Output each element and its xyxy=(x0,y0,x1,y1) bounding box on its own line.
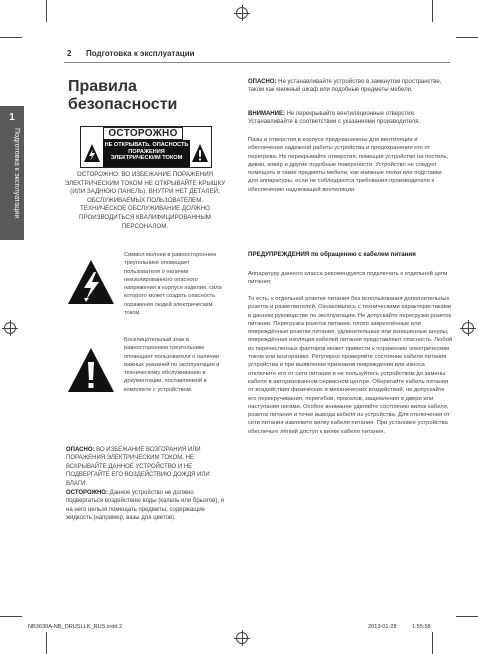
lightning-triangle-icon xyxy=(66,258,116,306)
page-title: Правила безопасности xyxy=(68,78,178,113)
registration-mark-top xyxy=(236,7,248,19)
vent-attention-paragraph xyxy=(248,110,453,127)
crop-mark xyxy=(0,616,22,617)
danger-text: ВО ИЗБЕЖАНИЕ ВОЗГОРАНИЯ ИЛИ ПОРАЖЕНИЯ ЭЛЕКТРИЧЕСКИМ ТОКОМ, НЕ ВСКРЫВАЙТЕ ДАННОЕ УСТРОЙСТВО И НЕ ПОДВЕРГАЙТЕ ЕГО ВОЗДЕЙСТВИЮ ДОЖДЯ ИЛИ ВЛАГИ. xyxy=(66,447,210,487)
crop-mark xyxy=(432,0,433,22)
danger-label: ОПАСНО: xyxy=(66,447,95,453)
chapter-number: 1 xyxy=(9,112,15,123)
registration-mark-right xyxy=(462,322,474,334)
crop-mark xyxy=(456,616,478,617)
page-number: 2 xyxy=(67,49,72,58)
caution-paragraph-text: Данное устройство не должно подвергаться воздействию воды (капель или брызгов), и на него нельзя помещать предметы, содержащие жидкость (например, вазы для цветов). xyxy=(66,490,225,522)
caution-heading: ОСТОРОЖНО xyxy=(103,127,183,140)
enclosure-danger-paragraph xyxy=(248,78,453,95)
lightning-symbol-description: Символ молнии в равностороннем треугольнике оповещает пользователя о наличии неизолированного опасного напряжения в корпусе изделия, сила которого может создать опасность поражения людей электрическим током. xyxy=(124,252,222,317)
exclamation-triangle-icon xyxy=(66,346,116,394)
exclamation-warning-icon xyxy=(191,143,209,163)
footer-date: 2013-01-28 xyxy=(368,624,397,630)
exclamation-symbol-description: Восклицательный знак в равностороннем треугольнике оповещает пользователя о наличии важных указаний по эксплуатации и техническому обслуживанию в документации, поставляемой в комплекте с устройством. xyxy=(124,337,220,393)
power-cord-heading: ПРЕДУПРЕЖДЕНИЯ по обращению с кабелем питания xyxy=(248,251,416,258)
enclosure-danger-text: Не устанавливайте устройство в замкнутом пространстве, таком как книжный шкаф или подобные предметы мебели. xyxy=(248,79,442,94)
ventilation-paragraph: Пазы и отверстия в корпусе предназначены для вентиляции и обеспечения надежной работы устройства и предохранения его от перегрева. Не перекрывайте отверстия, помещая устройство на постель, диван, ковёр и другие подобные поверхности. Устройство не следует помещать в такие предметы мебели, как книжные полки или подставки для аппаратуры, если не соблюдаются требования производителя к обеспечению надлежащей вентиляции. xyxy=(248,137,449,193)
caution-paragraph xyxy=(66,489,228,523)
vent-attention-label: ВНИМАНИЕ: xyxy=(248,111,285,117)
caution-paragraph-label: ОСТОРОЖНО: xyxy=(66,490,108,496)
chapter-label: Подготовка к эксплуатации xyxy=(13,128,20,219)
caution-inner-text: НЕ ОТКРЫВАТЬ. ОПАСНОСТЬ ПОРАЖЕНИЯ ЭЛЕКТРИЧЕСКИМ ТОКОМ xyxy=(103,140,190,167)
registration-mark-bottom xyxy=(236,632,248,644)
vent-attention-text: Не перекрывайте вентиляционные отверстия. Устанавливайте в соответствии с указаниями производителя. xyxy=(248,111,421,126)
enclosure-danger-label: ОПАСНО: xyxy=(248,79,277,85)
section-title: Подготовка к эксплуатации xyxy=(86,49,195,58)
registration-mark-left xyxy=(4,322,16,334)
power-cord-details: То есть, к отдельной розетке питания без использования дополнительных розеток и разветвителей. Ознакомьтесь с техническими характеристиками в данном руководстве по эксплуатации. Не допускайте перегрузки розеток питания. Перегрузка розеток питания, плохо закреплённые или повреждённые розетки питания, удлинительные или изношенные шнуры, повреждённая изоляция кабелей питания представляют опасность. Любой из перечисленных факторов может привести к поражению электрическим током или возгоранию. Регулярно проверяйте состояние кабеля питания устройства и при выявлении признаков повреждения или износа отключите его от сети питания и не пользуйтесь устройством до замены кабеля в авторизованном сервисном центре. Оберегайте кабель питания от воздействия физических и механических воздействий, не допускайте его перекручивания, перегибов, проколов, защемления в двери или наступания ногами. Особое внимание уделяйте состоянию вилок кабеля, розеток питания и точке вывода кабеля из устройства. Для отключения от сети питания извлеките вилку кабеля питания. При установке устройства обеспечьте лёгкий доступ к вилке кабеля питания. xyxy=(248,296,453,435)
danger-paragraph xyxy=(66,446,228,488)
warning-text: ОСТОРОЖНО: ВО ИЗБЕЖАНИЕ ПОРАЖЕНИЯ ЭЛЕКТРИЧЕСКИМ ТОКОМ НЕ ОТКРЫВАЙТЕ КРЫШКУ (ИЛИ ЗАДНЮЮ ПАНЕЛЬ). ВНУТРИ НЕТ ДЕТАЛЕЙ, ОБСЛУЖИВАЕМЫХ ПОЛЬЗОВАТЕЛЕМ. ТЕХНИЧЕСКОЕ ОБСЛУЖИВАНИЕ ДОЛЖНО ПРОИЗВОДИТЬСЯ КВАЛИФИЦИРОВАННЫМ ПЕРСОНАЛОМ. xyxy=(64,171,226,230)
crop-mark xyxy=(0,37,22,38)
footer-filename: NB3630A-NB_DRUSLLK_RUS.indd 2 xyxy=(28,624,123,630)
crop-mark xyxy=(46,0,47,22)
power-cord-intro: Аппаратуру данного класса рекомендуется подключать к отдельной цепи питания; xyxy=(248,271,448,286)
crop-mark xyxy=(456,37,478,38)
crop-mark xyxy=(46,632,47,654)
lightning-warning-icon xyxy=(83,143,101,163)
crop-mark xyxy=(432,632,433,654)
header-divider xyxy=(64,62,450,63)
footer-time: 1:55:58 xyxy=(412,624,431,630)
